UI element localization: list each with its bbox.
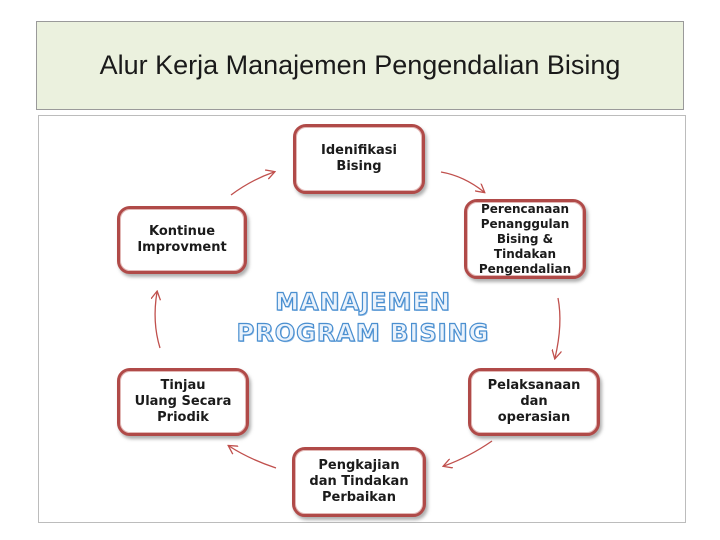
arrow-pengkajian-to-tinjau: [229, 446, 276, 468]
center-label-line2: PROGRAM BISING: [236, 319, 490, 347]
node-pelaksanaan: Pelaksanaan dan operasian: [468, 368, 600, 436]
node-kontinue-improvment: Kontinue Improvment: [117, 206, 247, 274]
page-title: Alur Kerja Manajemen Pengendalian Bising: [99, 50, 621, 80]
arrow-tinjau-to-kontinue: [155, 292, 160, 348]
diagram-frame: [38, 115, 686, 523]
center-label-line1: MANAJEMEN: [275, 288, 451, 316]
node-perencanaan: Perencanaan Penanggulan Bising & Tindakan Pengendalian: [464, 199, 586, 279]
arrow-kontinue-to-identifikasi: [231, 172, 274, 195]
title-box: [36, 21, 684, 110]
node-pengkajian: Pengkajian dan Tindakan Perbaikan: [292, 447, 426, 517]
arrow-pelaksanaan-to-pengkajian: [444, 441, 492, 466]
arrow-identifikasi-to-perencanaan: [441, 172, 484, 192]
node-tinjau-ulang: Tinjau Ulang Secara Priodik: [117, 368, 249, 436]
arrow-perencanaan-to-pelaksanaan: [555, 298, 560, 358]
node-identifikasi-bising: Idenifikasi Bising: [293, 124, 425, 194]
